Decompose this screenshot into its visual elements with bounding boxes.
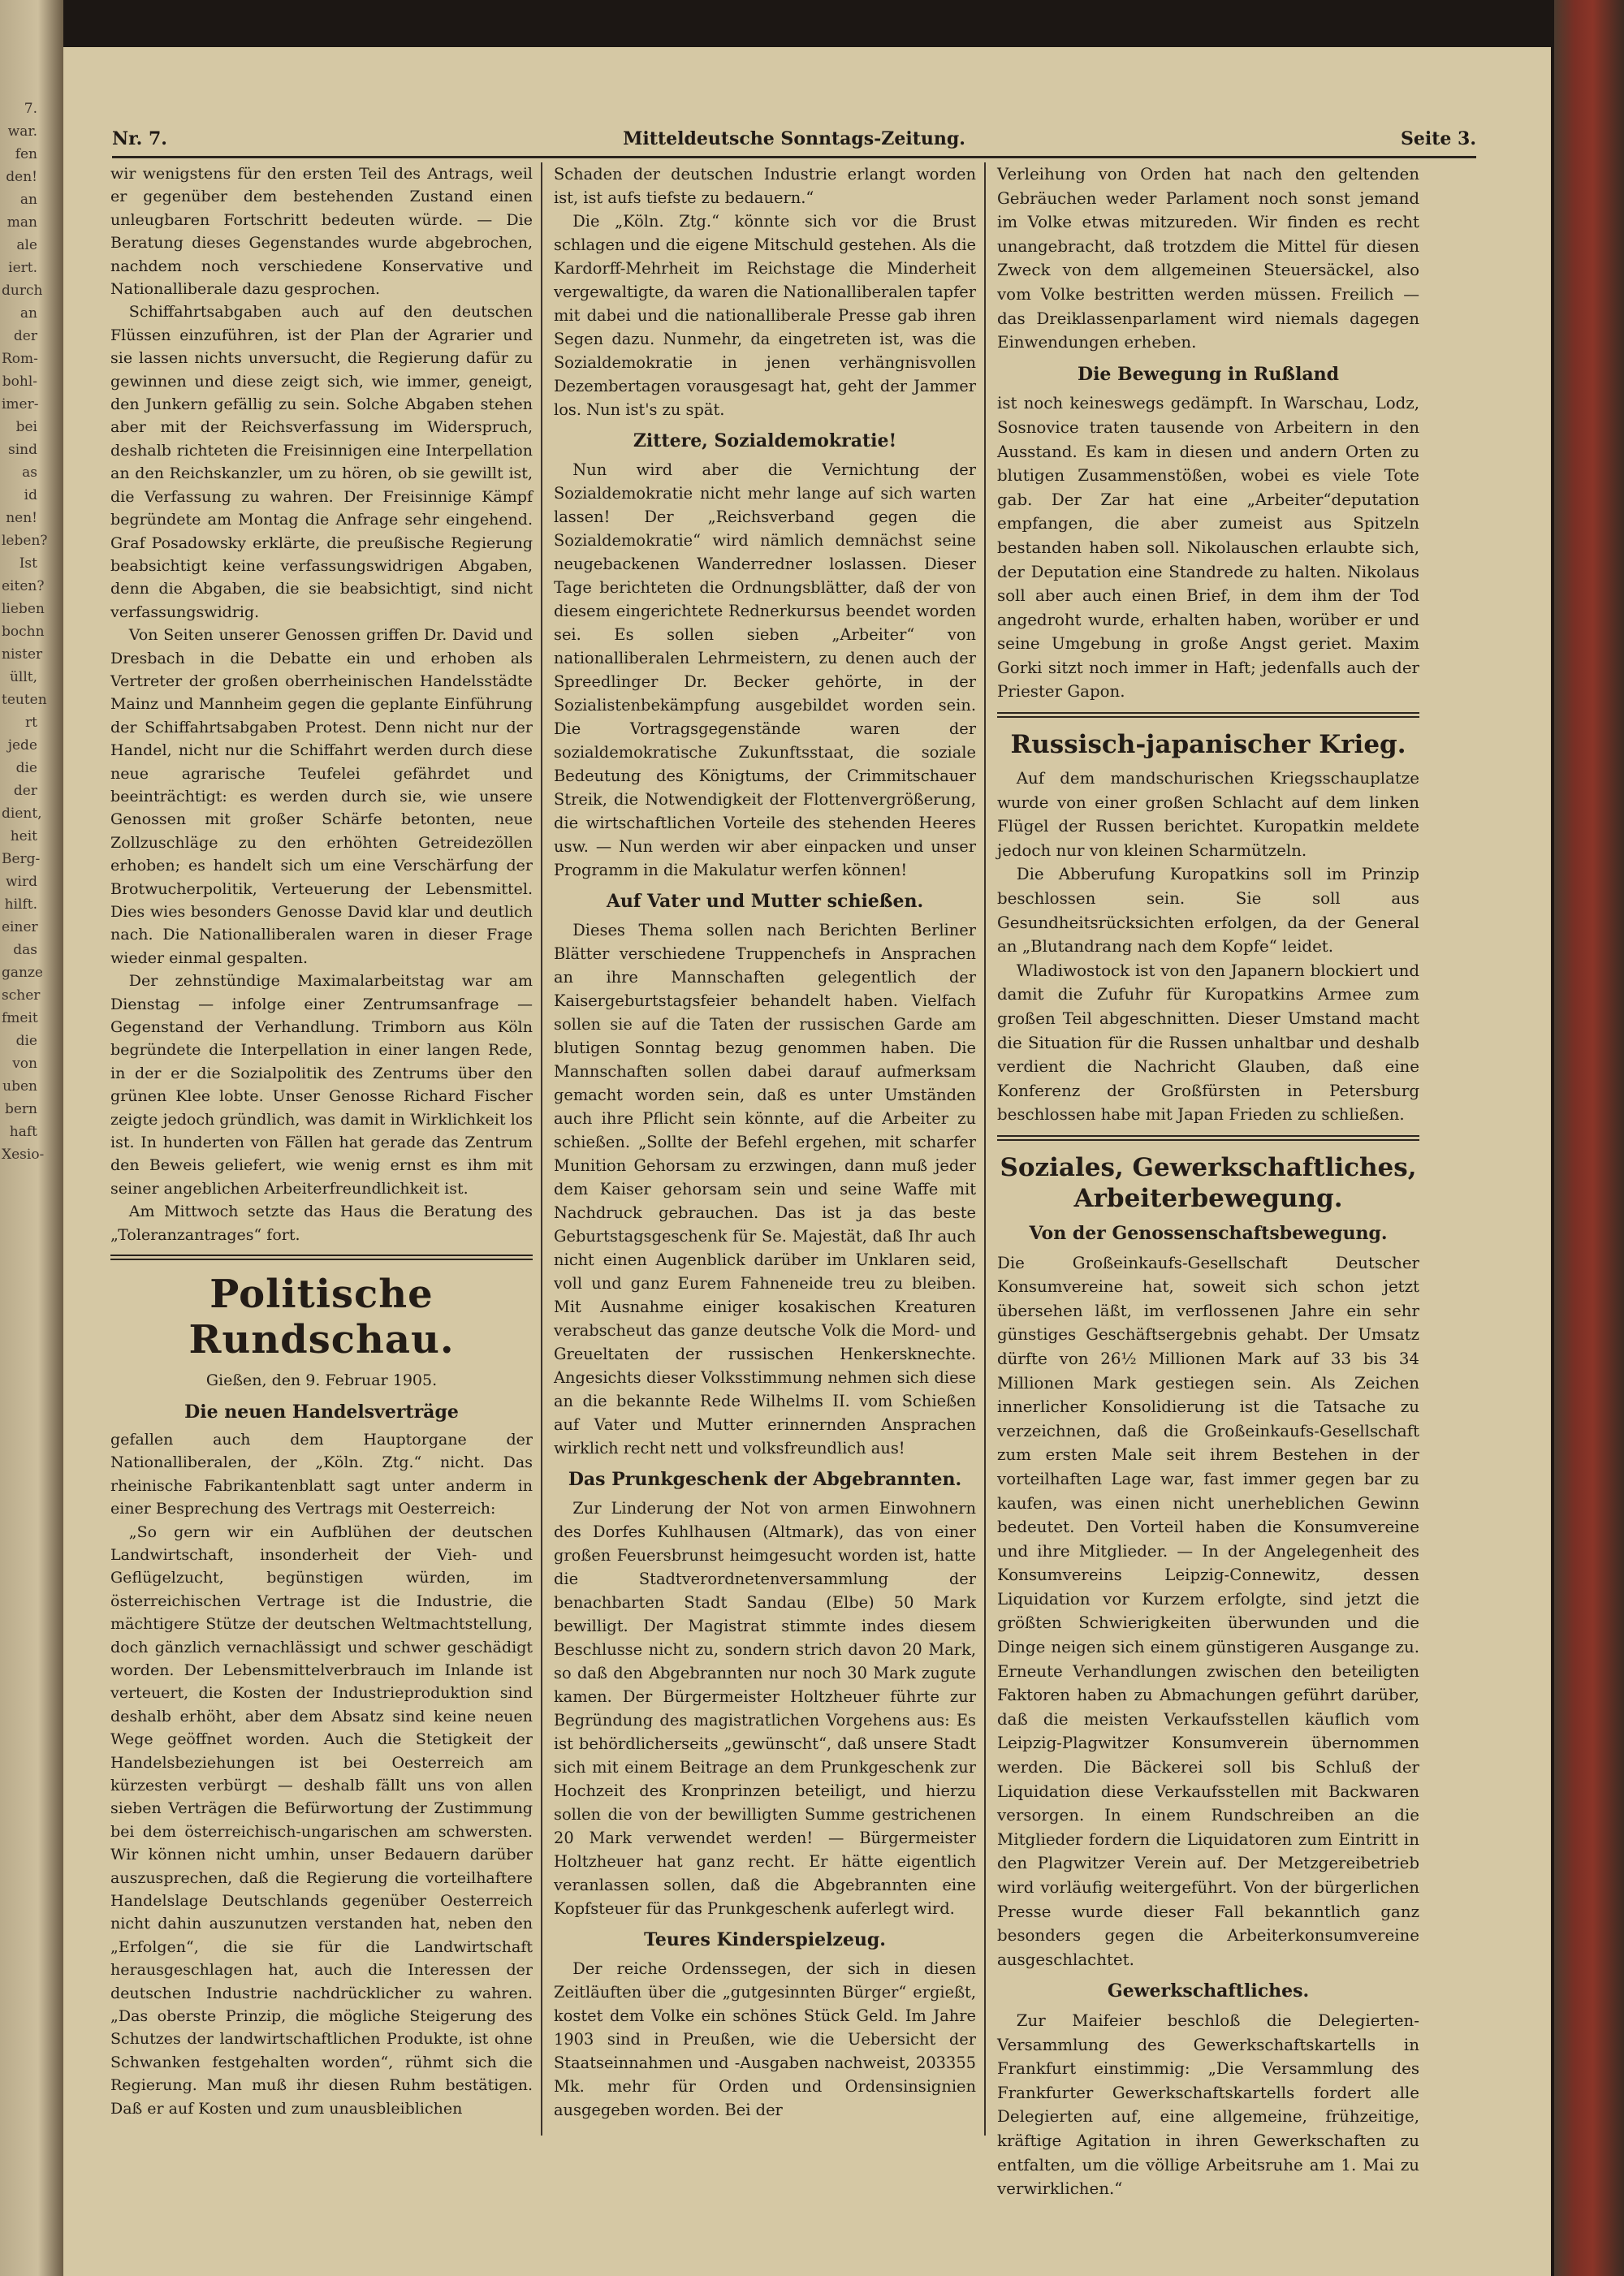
margin-fragment: bei bbox=[15, 419, 37, 435]
soziales-title: Soziales, Gewerkschaftliches, Arbeiterbewegung. bbox=[1000, 1152, 1417, 1213]
margin-fragment: das bbox=[13, 942, 37, 958]
margin-fragment: as bbox=[22, 464, 37, 481]
vater-article bbox=[554, 918, 976, 1460]
paragraph: „So gern wir ein Aufblühen der deutschen Landwirtschaft, insonderheit der Vieh- und Geflügelzucht, begünstigen würden, im österreichischen Vertrage ist die Industrie, die mächtigere Stütze der deutschen Weltmachtstellung, doch gänzlich vernachlässigt und schwer geschädigt worden. Der Lebensmittelverbrauch im Inlande ist verteuert, die Kosten der Industrieproduktion sind deshalb erhöht, aber dem Absatz sind keine neuen Wege geöffnet worden. Auch die Stetigkeit der Handelsbeziehungen ist bei Oesterreich am kürzesten verbürgt — deshalb fällt uns von allen sieben Verträgen die Befürwortung der Zustimmung bei dem österreichisch-ungarischen am schwersten. Wir können nicht umhin, unser Bedauern darüber auszusprechen, daß die Regierung die vorteilhaftere Handelslage Deutschlands gegenüber Oesterreich nicht dahin auszunutzen verstanden hat, neben den „Erfolgen“, die sie für die Landwirtschaft herausgeschlagen hat, auch die Interessen der deutschen Industrie nachdrücklicher zu wahren. „Das oberste Prinzip, die mögliche Steigerung des Schutzes der landwirtschaftlichen Produkte, ist ohne Schwanken festgehalten worden“, rühmt sich die Regierung. Man muß ihr diesen Ruhm bestätigen. Daß er auf Kosten und zum unausbleiblichen bbox=[110, 1522, 533, 2118]
paragraph: ist noch keineswegs gedämpft. In Warschau, Lodz, Sosnovice traten tausende von Arbeitern in den Ausstand. Es kam in diesen und andern Orten zu blutigen Zusammenstößen, wobei es viele Tote gab. Der Zar hat eine „Arbeiter“deputation empfangen, die aber zumeist aus Spitzeln bestanden haben soll. Nikolauschen erlaubte sich, der Deputation eine Standrede zu halten. Nikolaus soll aber auch einen Brief, in dem ihm der Tod angedroht wurde, erhalten haben, worüber er und seine Umgebung in große Angst geriet. Maxim Gorki sitzt noch immer in Haft; jedenfalls auch der Priester Gapon. bbox=[997, 394, 1419, 702]
margin-fragment: ganze bbox=[2, 965, 43, 981]
column-2 bbox=[554, 162, 976, 2122]
margin-fragment: der bbox=[13, 328, 37, 344]
margin-fragment: man bbox=[6, 214, 37, 231]
page-number: Seite 3. bbox=[1400, 128, 1476, 149]
margin-fragment: bohl- bbox=[2, 374, 37, 390]
paragraph: gefallen auch dem Hauptorgane der Nationalliberalen, der „Köln. Ztg.“ nicht. Das rheinische Fabrikantenblatt sagt unter anderm in einer Besprechung des Vertrags mit Oesterreich: bbox=[110, 1430, 533, 1518]
section-rule bbox=[997, 712, 1419, 718]
margin-fragment: den! bbox=[6, 169, 37, 185]
margin-fragment: uben bbox=[2, 1078, 37, 1095]
margin-fragment: der bbox=[13, 783, 37, 799]
margin-fragment: iert. bbox=[8, 260, 37, 276]
margin-fragment: üllt, bbox=[9, 669, 37, 685]
margin-fragment: einer bbox=[2, 919, 38, 935]
margin-fragment: eiten? bbox=[2, 578, 45, 594]
vater-title: Auf Vater und Mutter schießen. bbox=[606, 891, 924, 912]
paragraph: Schiffahrtsabgaben auch auf den deutschen Flüssen einzuführen, ist der Plan der Agrarier und sie lassen nichts unversucht, die Regierung dafür zu gewinnen und diese zeigt sich, wie immer, geneigt, den Junkern gefällig zu sein. Solche Abgaben stehen aber mit der Reichsverfassung im Widerspruch, deshalb richteten die Freisinnigen eine Interpellation an den Reichskanzler, um zu hören, ob sie gewillt ist, die Verfassung zu wahren. Der Freisinnige Kämpf begründete am Montag die Anfrage sehr eingehend. Graf Posadowsky erklärte, die preußische Regierung beabsichtigt keine verfassungswidrigen Abgaben, denn die Abgaben, die sie beabsichtigt, sind nicht verfassungswidrig. bbox=[110, 303, 533, 621]
zittere-article bbox=[554, 458, 976, 882]
spielzeug-title: Teures Kinderspielzeug. bbox=[644, 1929, 886, 1950]
handel-title: Die neuen Handelsverträge bbox=[184, 1401, 459, 1423]
margin-fragment: war. bbox=[7, 123, 37, 140]
column-1 bbox=[110, 162, 533, 2120]
paragraph: Dieses Thema sollen nach Berichten Berliner Blätter verschiedene Truppenchefs in Ansprachen an ihre Mannschaften gelegentlich der Kaisergeburtstagsfeier behandelt haben. Vielfach sollen sie auf die Taten der russischen Garde am blutigen Sonntag bezug genommen haben. Die Mannschaften sollen dabei darauf aufmerksam gemacht worden sein, daß es unter Umständen auch ihre Pflicht sein könnte, auf die Arbeiter zu schießen. „Sollte der Befehl ergehen, mit scharfer Munition Gehorsam zu erzwingen, dann muß jeder dem Kaiser gehorsam sein und seine Waffe mit Nachdruck gebrauchen. Das ist ja das beste Geburtstagsgeschenk für Se. Majestät, daß Ihr auch nicht einen Augenblick darüber im Unklaren seid, voll und ganz Eurem Fahneneide treu zu bleiben. Mit Ausnahme einiger kosakischen Kreaturen verabscheut das ganze deutsche Volk die Mord- und Greueltaten der russischen Henkersknechte. Angesichts dieser Volksstimmung nehmen sich diese an die bekannte Rede Wilhelms II. vom Schießen auf Vater und Mutter erinnernden Ansprachen wirklich recht nett und volksfreundlich aus! bbox=[554, 921, 976, 1458]
koeln-ztg-article bbox=[554, 162, 976, 421]
margin-fragment: Ist bbox=[19, 555, 37, 572]
book-spine bbox=[1554, 0, 1624, 2276]
paragraph: Zur Maifeier beschloß die Delegierten-Versammlung des Gewerkschaftskartells in Frankfurt einstimmig: „Die Versammlung des Frankfurter Gewerkschaftskartells fordert alle Delegierten auf, eine allgemeine, frühzeitige, kräftige Agitation in ihren Gewerkschaften zu entfalten, um die völlige Arbeitsruhe am 1. Mai zu verwirklichen.“ bbox=[997, 2010, 1419, 2199]
paragraph: Wladiwostock ist von den Japanern blockiert und damit die Zufuhr für Kuropatkins Armee zum großen Teil abgeschnitten. Dieser Umstand macht die Situation für die Russen unhaltbar und deshalb verdient die Nachricht Glauben, daß eine Konferenz der Großfürsten in Petersburg beschlossen habe mit Japan Frieden zu schließen. bbox=[997, 961, 1419, 1125]
paragraph: Von Seiten unserer Genossen griffen Dr. David und Dresbach in die Debatte ein und erhoben als Vertreter der großen oberrheinischen Handelsstädte Mainz und Mannheim gegen die geplante Einführung der Schiffahrtsabgaben Protest. Denn nicht nur der Handel, nicht nur die Schiffahrt werden durch diese neue agrarische Teufelei gefährdet und beeinträchtigt: es werden durch sie, wie unsere Genossen mit großer Schärfe betonten, neue Zollzuschläge zu den erhöhten Getreidezöllen erhoben; es handelt sich um eine Verschärfung der Brotwucherpolitik, Verteuerung der Lebensmittel. Dies wies besonders Genosse David klar und deutlich nach. Die Nationalliberalen waren in dieser Frage wieder einmal gespalten. bbox=[110, 626, 533, 967]
spielzeug-article bbox=[554, 1957, 976, 2122]
genossen-title: Von der Genossenschaftsbewegung. bbox=[1029, 1222, 1388, 1244]
section-rule bbox=[997, 1135, 1419, 1141]
margin-fragment: haft bbox=[9, 1124, 37, 1140]
column-divider bbox=[984, 162, 986, 2136]
paragraph: Der zehnstündige Maximalarbeitstag war am Dienstag — infolge einer Zentrumsanfrage — Gegenstand der Verhandlung. Trimborn aus Köln begründete die Interpellation in einer langen Rede, in der er die Sozialpolitik des Zentrums über den grünen Klee lobte. Unser Genosse Richard Fischer zeigte jedoch gründlich, was damit in Wirklichkeit los ist. In hunderten von Fällen hat gerade das Zentrum den Beweis geliefert, wie wenig ernst es ihm mit seiner angeblichen Arbeiterfreundlichkeit ist. bbox=[110, 972, 533, 1198]
margin-fragment: von bbox=[12, 1056, 37, 1072]
margin-fragment: jede bbox=[7, 737, 37, 754]
paragraph: wir wenigstens für den ersten Teil des Antrags, weil er gegenüber dem bestehenden Zustand einen unleugbaren Fortschritt bedeuten würde. — Die Beratung dieses Gegenstandes wurde abgebrochen, nachdem noch verschiedene Konservative und Nationalliberale dazu gesprochen. bbox=[110, 165, 533, 299]
margin-fragment: dient, bbox=[2, 805, 42, 822]
margin-fragment: imer- bbox=[2, 396, 39, 412]
margin-fragment: heit bbox=[10, 828, 37, 844]
margin-fragment: id bbox=[24, 487, 37, 503]
margin-fragment: 7. bbox=[24, 101, 37, 117]
margin-fragment: die bbox=[15, 1033, 37, 1049]
previous-page-edge bbox=[0, 0, 63, 2276]
margin-fragment: bern bbox=[4, 1101, 37, 1117]
margin-fragment: lieben bbox=[2, 601, 45, 617]
margin-fragment: scher bbox=[2, 987, 41, 1004]
rundschau-title: Politische Rundschau. bbox=[188, 1272, 455, 1363]
paragraph: Auf dem mandschurischen Kriegsschauplatze wurde von einer großen Schlacht auf dem linken Flügel der Russen berichtet. Kuropatkin meldete jedoch nur von kleinen Scharmützeln. bbox=[997, 769, 1419, 860]
margin-fragment: fmeit bbox=[2, 1010, 38, 1026]
russland-title: Die Bewegung in Rußland bbox=[1077, 363, 1340, 385]
reichstag-report bbox=[110, 162, 533, 1246]
margin-fragment: fen bbox=[15, 146, 37, 162]
margin-fragment: die bbox=[15, 760, 37, 776]
paragraph: Die „Köln. Ztg.“ könnte sich vor die Brust schlagen und die eigene Mitschuld gestehen. Als die Kardorff-Mehrheit im Reichstage die Minderheit vergewaltigte, da waren die Nationalliberalen tapfer mit dabei und die nationalliberale Presse gab ihren Segen dazu. Nunmehr, da eingetreten ist, was die Sozialdemokratie in jenen verhängnisvollen Dezembertagen vorausgesagt hat, geht der Jammer los. Nun ist's zu spät. bbox=[554, 212, 976, 419]
margin-fragment: Rom- bbox=[2, 351, 38, 367]
column-3 bbox=[997, 162, 1419, 2201]
russland-article bbox=[997, 391, 1419, 704]
paragraph: Die Abberufung Kuropatkins soll im Prinzip beschlossen sein. Sie soll aus Gesundheitsrücksichten erfolgen, da der General an „Blutandrang nach dem Kopfe“ leidet. bbox=[997, 865, 1419, 957]
margin-fragment: an bbox=[19, 192, 37, 208]
orden-article bbox=[997, 162, 1419, 355]
paragraph: Nun wird aber die Vernichtung der Sozialdemokratie nicht mehr lange auf sich warten lassen! Der „Reichsverband gegen die Sozialdemokratie“ wird nämlich demnächst seine neugebackenen Wanderredner loslassen. Dieser Tage berichteten die Ordnungsblätter, daß der von diesem eingerichtete Rednerkursus beendet worden sei. Es sollen sieben „Arbeiter“ von nationalliberalen Lehrmeistern, zu denen auch der Spreedlinger Dr. Becker gehörte, in der Sozialistenbekämpfung ausgebildet worden sein. Die Vortragsgegenstände waren der sozialdemokratische Zukunftsstaat, die soziale Bedeutung des Königtums, der Crimmitschauer Streik, die Notwendigkeit der Flottenvergrößerung, die wirtschaftlichen Vorteile des stehenden Heeres usw. — Nun werden wir aber einpacken und unser Programm in die Makulatur werfen können! bbox=[554, 460, 976, 879]
margin-fragment: durch bbox=[2, 283, 43, 299]
column-divider bbox=[541, 162, 542, 2136]
previous-page-text bbox=[2, 97, 48, 1166]
gewerk-title: Gewerkschaftliches. bbox=[1107, 1980, 1310, 2002]
margin-fragment: wird bbox=[6, 874, 37, 890]
prunk-title: Das Prunkgeschenk der Abgebrannten. bbox=[568, 1469, 962, 1490]
paragraph: Zur Linderung der Not von armen Einwohnern des Dorfes Kuhlhausen (Altmark), das von einer großen Feuersbrunst heimgesucht worden ist, hatte die Stadtverordnetenversammlung der benachbarten Stadt Sandau (Elbe) 50 Mark bewilligt. Der Magistrat stimmte indes diesem Beschlusse nicht zu, sondern strich davon 20 Mark, so daß den Abgebrannten nur noch 30 Mark zugute kamen. Der Bürgermeister Holtzheuer führte zur Begründung des magistratlichen Vorgehens aus: Es ist behördlicherseits „gewünscht“, daß unsere Stadt sich mit einem Beitrage an dem Prunkgeschenk zur Hochzeit des Kronprinzen beteiligt, und hierzu sollen die von der bewilligten Summe gestrichenen 20 Mark verwendet werden! — Bürgermeister Holtzheuer hat ganz recht. Er hätte eigentlich veranlassen sollen, daß die Abgebrannten eine Kopfsteuer für das Prunkgeschenk auferlegt wird. bbox=[554, 1499, 976, 1918]
genossen-article bbox=[997, 1251, 1419, 1972]
paragraph: Schaden der deutschen Industrie erlangt worden ist, ist aufs tiefste zu bedauern.“ bbox=[554, 165, 976, 207]
newspaper-page bbox=[63, 47, 1551, 2276]
issue-number: Nr. 7. bbox=[112, 128, 167, 149]
margin-fragment: nister bbox=[2, 646, 43, 663]
paragraph: Der reiche Ordenssegen, der sich in diesen Zeitläuften über die „gutgesinnten Bürger“ ergießt, kostet dem Volke ein schönes Stück Geld. Im Jahre 1903 sind in Preußen, wie die Uebersicht der Staatseinnahmen und -Ausgaben nachweist, 203355 Mk. mehr für Orden und Ordensinsignien ausgegeben worden. Bei der bbox=[554, 1959, 976, 2119]
margin-fragment: Xesio- bbox=[2, 1147, 45, 1163]
margin-fragment: rt bbox=[25, 715, 37, 731]
margin-fragment: an bbox=[19, 305, 37, 322]
section-rule bbox=[110, 1255, 533, 1260]
margin-fragment: bochn bbox=[2, 624, 45, 640]
paragraph: Verleihung von Orden hat nach den geltenden Gebräuchen weder Parlament noch sonst jemand im Volke etwas mitzureden. Wir finden es recht unangebracht, daß trotzdem die Mittel für diesen Zweck von dem allgemeinen Steuersäckel, also vom Volke bestritten werden müssen. Freilich — das Dreiklassenparlament wird niemals dagegen Einwendungen erheben. bbox=[997, 165, 1419, 352]
margin-fragment: nen! bbox=[6, 510, 37, 526]
paragraph: Die Großeinkaufs-Gesellschaft Deutscher Konsumvereine hat, soweit sich schon jetzt übersehen läßt, im verflossenen Jahre ein sehr günstiges Geschäftsergebnis gehabt. Der Umsatz dürfte von 26½ Millionen Mark auf 33 bis 34 Millionen Mark gestiegen sein. Als Zeichen innerlicher Konsolidierung ist die Tatsache zu verzeichnen, daß die Großeinkaufs-Gesellschaft zum ersten Male seit ihrem Bestehen in der vorteilhaften Lage war, fast immer gegen bar zu kaufen, was einen nicht unerheblichen Gewinn bedeutet. Den Vorteil haben die Konsumvereine und ihre Mitglieder. — In der Angelegenheit des Konsumvereins Leipzig-Connewitz, dessen Liquidation vor Kurzem erfolgte, sind jetzt die größten Schwierigkeiten überwunden und die Dinge neigen sich einem günstigeren Ausgange zu. Erneute Verhandlungen zwischen den beteiligten Faktoren haben zu Abmachungen geführt darüber, daß die meisten Verkaufsstellen käuflich vom Leipzig-Plagwitzer Konsumverein übernommen werden. Die Bäckerei soll bis Schluß der Liquidation diese Verkaufsstellen mit Backwaren versorgen. In einem Rundschreiben an die Mitglieder fordern die Liquidatoren zum Eintritt in den Plagwitzer Verein auf. Der Metzgereibetrieb wird vorläufig weitergeführt. Von der bürgerlichen Presse wurde dieser Fall bekanntlich ganz besonders gegen die Arbeiterkonsumvereine ausgeschlachtet. bbox=[997, 1253, 1419, 1969]
handel-article bbox=[110, 1428, 533, 2120]
margin-fragment: teuten bbox=[2, 692, 47, 708]
margin-fragment: leben? bbox=[2, 533, 48, 549]
margin-fragment: hilft. bbox=[4, 896, 37, 913]
zittere-title: Zittere, Sozialdemokratie! bbox=[633, 430, 897, 451]
newspaper-title: Mitteldeutsche Sonntags-Zeitung. bbox=[623, 128, 965, 149]
margin-fragment: ale bbox=[16, 237, 37, 253]
paragraph: Am Mittwoch setzte das Haus die Beratung des „Toleranzantrages“ fort. bbox=[110, 1203, 533, 1244]
krieg-article bbox=[997, 767, 1419, 1127]
prunk-article bbox=[554, 1496, 976, 1920]
page-header bbox=[112, 127, 1476, 158]
dateline: Gießen, den 9. Februar 1905. bbox=[205, 1371, 438, 1390]
krieg-title: Russisch-japanischer Krieg. bbox=[1010, 730, 1406, 760]
gewerk-article bbox=[997, 2009, 1419, 2201]
margin-fragment: sind bbox=[8, 442, 37, 458]
margin-fragment: Berg- bbox=[2, 851, 41, 867]
